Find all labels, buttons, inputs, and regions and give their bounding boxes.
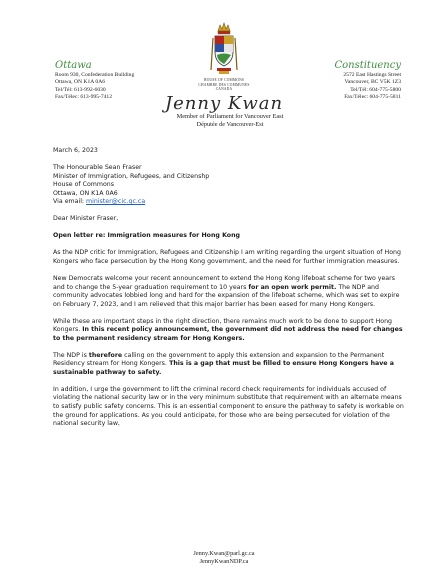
paragraph-1: As the NDP critic for Immigration, Refugees and Citizenship I am writing regarding the urgent situation of Hong Kongers who face persecution by the Hong Kong government, and the need for further immigration measures. [53,249,401,265]
p4-text: The NDP is [53,351,89,359]
p4-bold-text: therefore [88,351,123,359]
house-of-commons-label [174,78,274,92]
p4-bold-text-cont: This is a gap that must be filled to ensure Hong Kongers have a sustainable pathway to safety. [53,360,394,376]
recipient-line: The Honourable Sean Fraser [53,164,142,172]
recipient-line: Minister of Immigration, Refugees, and Citizenshp [53,172,210,180]
footer-email: Jenny.Kwan@parl.gc.ca [193,550,255,557]
paragraph-4 [53,352,405,378]
constituency-heading: Constituency [334,60,401,71]
via-email-line [53,198,405,207]
p2-text-cont: The NDP and community advocates lobbied long and hard for the expansion of the lifeboat scheme, which was set to expire on February 7, 2023, and I am relieved that this major barrier has been eased for many Hong Kongers. [53,283,400,308]
house-line-fr: CHAMBRE DES COMMUNES [198,82,250,87]
ottawa-heading: Ottawa [55,60,92,71]
letter-date: March 6, 2023 [53,147,98,154]
ottawa-line: Ottawa, ON K1A 0A6 [55,79,106,86]
constituency-line: 2572 East Hastings Street [343,72,401,78]
ottawa-line: Tel/Tél: 613-992-6030 [55,86,106,93]
letter-body [53,147,405,429]
paragraph-3 [53,318,405,344]
mp-title-fr: Députée de Vancouver-Est [196,120,264,128]
letter-subject: Open letter re: Immigration measures for Hong Kong [53,232,241,240]
house-line-en: HOUSE OF COMMONS [203,78,245,82]
mp-title-en: Member of Parliament for Vancouver East [176,113,284,120]
house-of-commons-crest-icon [209,22,239,76]
p3-text: While these are important steps in the right direction, there remains much work to be done to support Hong Kongers. [53,317,393,334]
p2-bold-text: for an open work permit. [248,283,337,291]
via-email-label: Via email: [53,198,87,206]
mp-signature-name: Jenny Kwan [164,93,284,114]
ottawa-line: Room 930, Confederation Building [55,72,135,78]
recipient-line: House of Commons [53,181,114,189]
letter-footer [150,550,298,566]
paragraph-2 [53,275,405,309]
house-line-canada: CANADA [215,87,233,92]
constituency-line: Tel/Tél: 604-775-5800 [350,86,401,93]
ottawa-line: Fax/Télec: 613-995-7412 [55,94,113,101]
p3-bold-text: In this recent policy announcement, the government did not address the need for changes to the permanent residency stream for Hong Kongers. [53,326,403,342]
mp-title [150,113,310,128]
letterhead [0,0,448,140]
paragraph-5: In addition, I urge the government to lift the criminal record check requirements for individuals accused of violating the national security law or in the very minimum substitute that requirement with an alternate means to satisfy public safety concerns. This is an essential component to ensure the pathway to safety is workable on the ground for applications. As you could anticipate, for those who are being persecuted for violation of the national security law, [53,385,404,428]
recipient-line: Ottawa, ON K1A 0A6 [53,189,118,197]
salutation: Dear Minister Fraser, [53,215,119,223]
minister-email-link[interactable]: minister@cic.gc.ca [86,198,146,206]
constituency-line: Vancouver, BC V5K 1Z3 [344,79,401,86]
p4-text-cont: calling on the government to apply this extension and expansion to the Permanent Residency stream for Hong Kongers. [53,351,385,368]
footer-website: JennyKwanNDP.ca [199,558,249,565]
p2-text: New Democrats welcome your recent announcement to extend the Hong Kong lifeboat scheme for two years and to change the 5-year graduation requirement to 10 years [53,274,395,291]
constituency-line: Fax/Télec: 604-775-5811 [344,94,401,101]
